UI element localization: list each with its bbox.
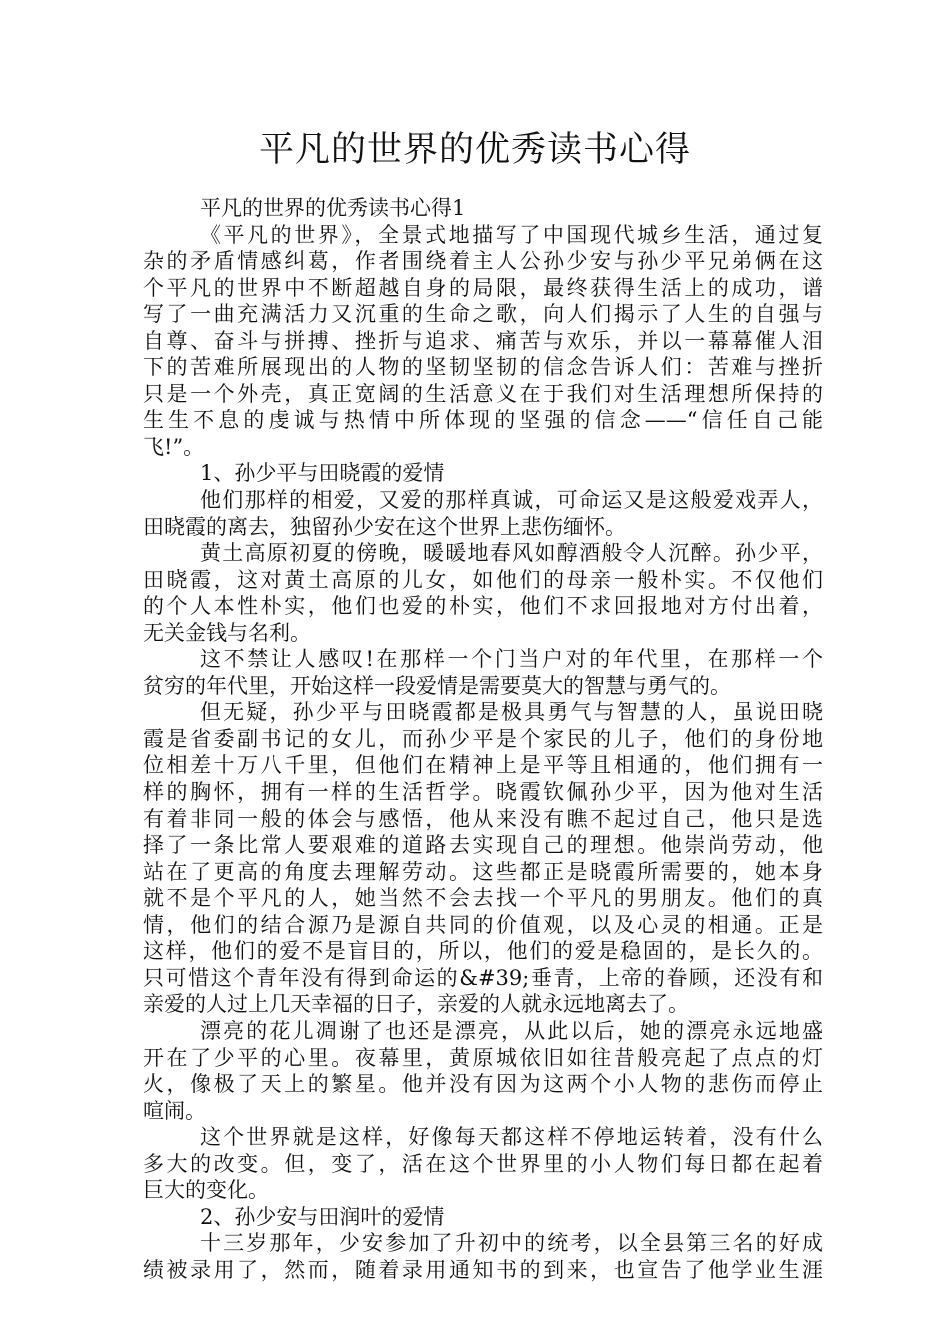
body-line: 黄土高原初夏的傍晚，暖暖地春风如醇酒般令人沉醉。孙少平， (200, 541, 823, 566)
body-line: 2、孙少安与田润叶的爱情 (200, 1204, 445, 1229)
body-line: 位相差十万八千里，但他们在精神上是平等且相通的，他们拥有一 (143, 753, 823, 778)
body-line: 只可惜这个青年没有得到命运的&#39;垂青，上帝的眷顾，还没有和 (143, 965, 823, 990)
body-line: 他们那样的相爱，又爱的那样真诚，可命运又是这般爱戏弄人， (200, 488, 823, 513)
body-line: 贫穷的年代里，开始这样一段爱情是需要莫大的智慧与勇气的。 (143, 673, 731, 698)
body-line: 只是一个外壳，真正宽阔的生活意义在于我们对生活理想所保持的 (143, 381, 823, 406)
body-line: 写了一曲充满活力又沉重的生命之歌，向人们揭示了人生的自强与 (143, 302, 823, 327)
document-title: 平凡的世界的优秀读书心得 (258, 130, 691, 170)
body-line: 多大的改变。但，变了，活在这个世界里的小人物们每日都在起着 (143, 1151, 823, 1176)
body-line: 生生不息的虔诚与热情中所体现的坚强的信念——“信任自己能 (143, 408, 823, 433)
body-line: 杂的矛盾情感纠葛，作者围绕着主人公孙少安与孙少平兄弟俩在这 (143, 249, 823, 274)
body-line: 但无疑，孙少平与田晓霞都是极具勇气与智慧的人，虽说田晓 (200, 700, 823, 725)
body-line: 霞是省委副书记的女儿，而孙少平是个家民的儿子，他们的身份地 (143, 726, 823, 751)
body-line: 火，像极了天上的繁星。他并没有因为这两个小人物的悲伤而停止 (143, 1072, 823, 1097)
body-line: 就不是个平凡的人，她当然不会去找一个平凡的男朋友。他们的真 (143, 886, 823, 911)
body-line: 自尊、奋斗与拼搏、挫折与追求、痛苦与欢乐，并以一幕幕催人泪 (143, 328, 823, 353)
body-line: 巨大的变化。 (143, 1178, 269, 1203)
body-line: 情，他们的结合源乃是源自共同的价值观，以及心灵的相通。正是 (143, 912, 823, 937)
body-line: 样的胸怀，拥有一样的生活哲学。晓霞钦佩孙少平，因为他对生活 (143, 780, 823, 805)
body-line: 《平凡的世界》，全景式地描写了中国现代城乡生活，通过复 (200, 222, 823, 247)
body-line: 开在了少平的心里。夜幕里，黄原城依旧如往昔般亮起了点点的灯 (143, 1045, 823, 1070)
body-line: 十三岁那年，少安参加了升初中的统考，以全县第三名的好成 (200, 1231, 823, 1256)
body-line: 田晓霞的离去，独留孙少安在这个世界上悲伤缅怀。 (143, 514, 626, 539)
body-line: 的个人本性朴实，他们也爱的朴实，他们不求回报地对方付出着， (143, 594, 823, 619)
body-line: 站在了更高的角度去理解劳动。这些都正是晓霞所需要的，她本身 (143, 859, 823, 884)
body-line: 个平凡的世界中不断超越自身的局限，最终获得生活上的成功，谱 (143, 275, 823, 300)
body-line: 平凡的世界的优秀读书心得1 (200, 196, 466, 220)
body-line: 飞!”。 (143, 434, 205, 459)
body-line: 这样，他们的爱不是盲目的，所以，他们的爱是稳固的，是长久的。 (143, 939, 823, 964)
body-line: 这个世界就是这样，好像每天都这样不停地运转着，没有什么 (200, 1125, 823, 1150)
body-line: 1、孙少平与田晓霞的爱情 (200, 461, 445, 486)
document-body (143, 195, 823, 1283)
body-line: 亲爱的人过上几天幸福的日子，亲爱的人就永远地离去了。 (143, 992, 689, 1017)
body-line: 无关金钱与名利。 (143, 620, 311, 645)
body-line: 喧闹。 (143, 1098, 206, 1123)
body-line: 这不禁让人感叹!在那样一个门当户对的年代里，在那样一个 (200, 647, 823, 672)
body-line: 有着非同一般的体会与感悟，他从来没有瞧不起过自己，他只是选 (143, 806, 823, 831)
body-line: 田晓霞，这对黄土高原的儿女，如他们的母亲一般朴实。不仅他们 (143, 567, 823, 592)
body-line: 漂亮的花儿凋谢了也还是漂亮，从此以后，她的漂亮永远地盛 (200, 1018, 823, 1043)
body-line: 绩被录用了，然而，随着录用通知书的到来，也宣告了他学业生涯 (143, 1257, 823, 1282)
body-line: 下的苦难所展现出的人物的坚韧坚韧的信念告诉人们：苦难与挫折 (143, 355, 823, 380)
body-line: 择了一条比常人要艰难的道路去实现自己的理想。他崇尚劳动，他 (143, 833, 823, 858)
